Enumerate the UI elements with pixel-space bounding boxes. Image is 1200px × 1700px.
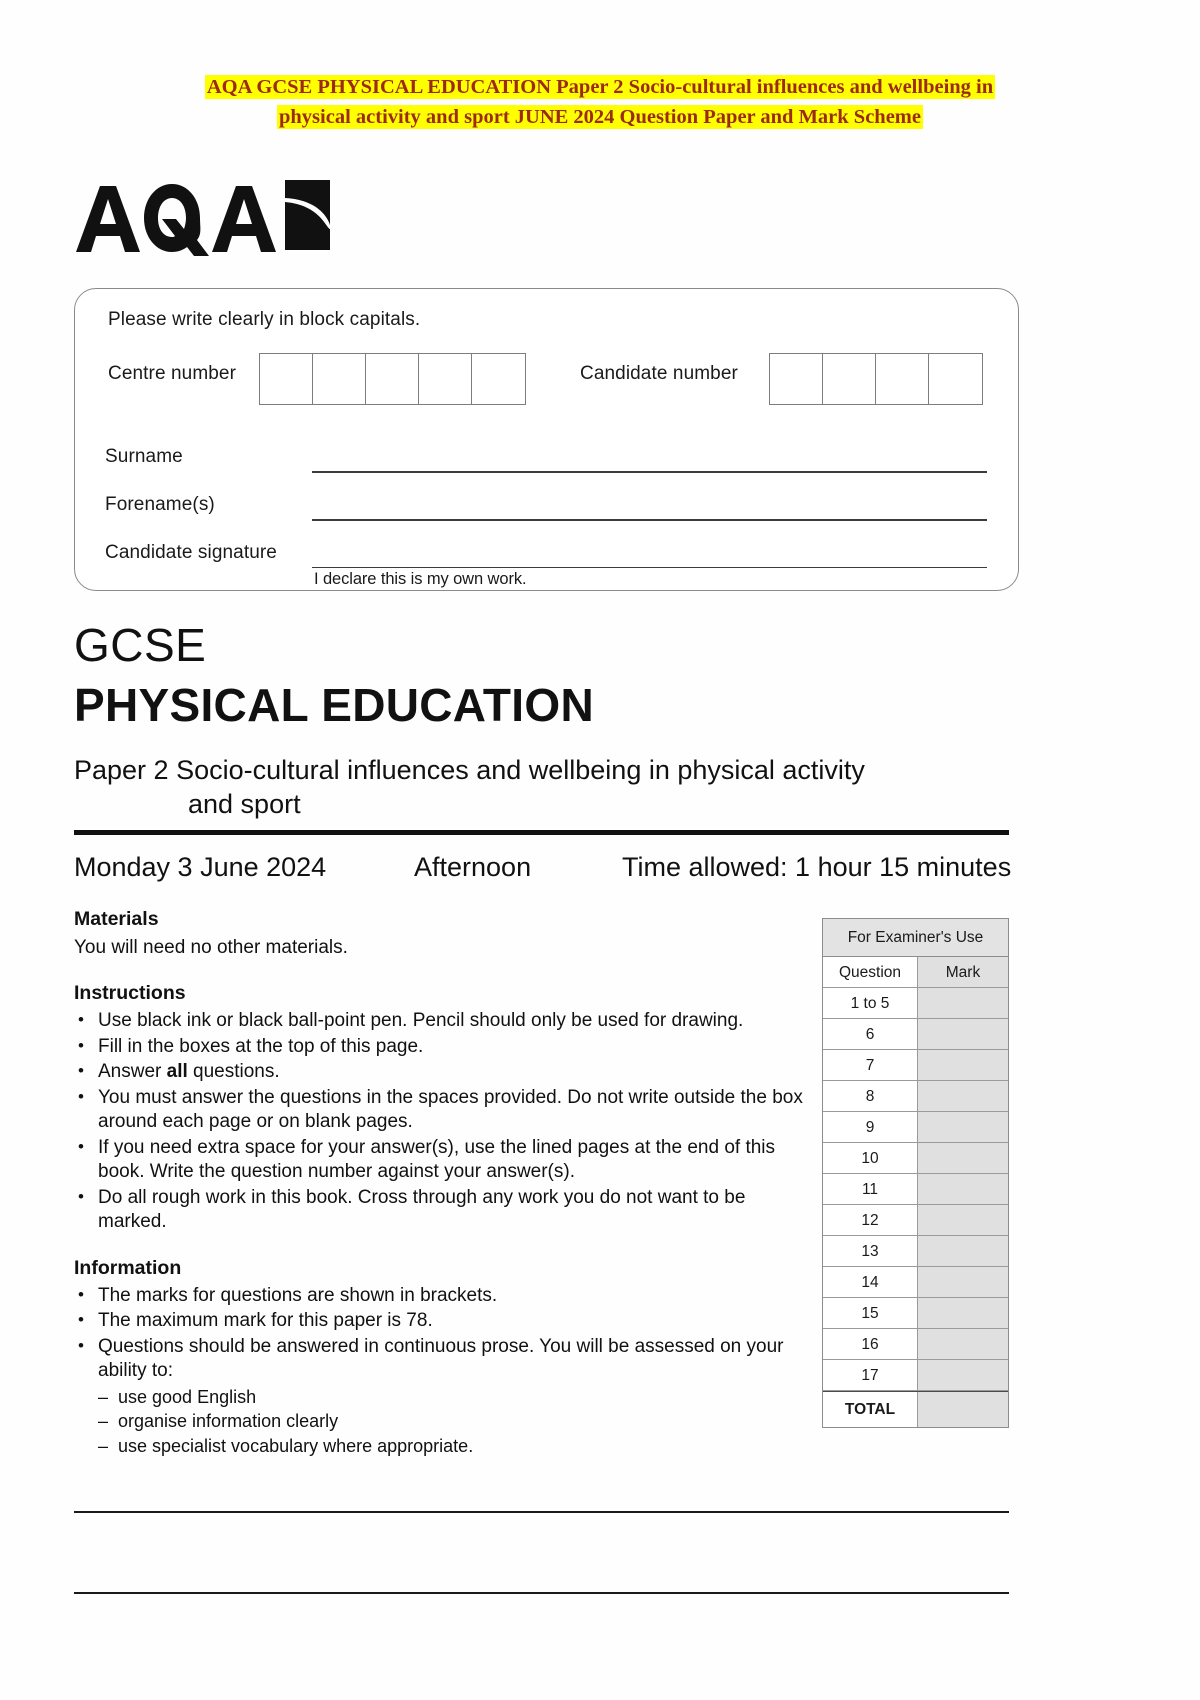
surname-label: Surname bbox=[105, 446, 183, 467]
candidate-number-cell[interactable] bbox=[823, 354, 876, 404]
information-sub-item: – organise information clearly bbox=[98, 1409, 804, 1434]
examiner-mark-cell[interactable] bbox=[918, 1267, 1008, 1297]
candidate-details-box bbox=[74, 288, 1019, 591]
examiner-table-row bbox=[823, 1019, 1008, 1050]
banner-line-1: AQA GCSE PHYSICAL EDUCATION Paper 2 Socio-cultural influences and wellbeing in bbox=[206, 76, 994, 98]
exam-time-allowed: Time allowed: 1 hour 15 minutes bbox=[622, 852, 1012, 882]
examiner-col-mark-header: Mark bbox=[918, 957, 1008, 987]
examiner-question-label: 12 bbox=[823, 1205, 918, 1235]
aqa-logo-svg bbox=[72, 172, 332, 264]
information-sub-item: – use specialist vocabulary where appropriate. bbox=[98, 1434, 804, 1459]
examiner-table-row bbox=[823, 1298, 1008, 1329]
examiner-mark-cell[interactable] bbox=[918, 1329, 1008, 1359]
examiner-mark-cell[interactable] bbox=[918, 988, 1008, 1018]
centre-number-cell[interactable] bbox=[472, 354, 525, 404]
footer-rule-top bbox=[74, 1511, 1009, 1513]
instruction-item: • You must answer the questions in the spaces provided. Do not write outside the box around each page or on blank pages. bbox=[74, 1086, 804, 1135]
information-sub-list bbox=[74, 1385, 804, 1459]
information-list bbox=[74, 1284, 804, 1384]
examiner-total-mark-cell[interactable] bbox=[918, 1392, 1008, 1427]
examiner-question-label: 11 bbox=[823, 1174, 918, 1204]
instructions-column bbox=[74, 908, 804, 1458]
examiner-table-row bbox=[823, 1112, 1008, 1143]
information-item: • The maximum mark for this paper is 78. bbox=[74, 1309, 804, 1334]
forename-label: Forename(s) bbox=[105, 494, 215, 515]
centre-number-cell[interactable] bbox=[366, 354, 419, 404]
centre-number-cell[interactable] bbox=[260, 354, 313, 404]
examiner-mark-cell[interactable] bbox=[918, 1360, 1008, 1390]
candidate-number-label: Candidate number bbox=[580, 363, 738, 384]
information-item: • Questions should be answered in continuous prose. You will be assessed on your ability to: bbox=[74, 1335, 804, 1384]
examiner-table-header-row bbox=[823, 957, 1008, 988]
candidate-number-cell[interactable] bbox=[876, 354, 929, 404]
centre-number-cell[interactable] bbox=[313, 354, 366, 404]
instructions-list bbox=[74, 1009, 804, 1235]
information-heading: Information bbox=[74, 1256, 182, 1279]
examiner-table-title: For Examiner's Use bbox=[823, 919, 1008, 957]
examiner-question-label: 14 bbox=[823, 1267, 918, 1297]
examiner-mark-cell[interactable] bbox=[918, 1205, 1008, 1235]
document-banner-title bbox=[0, 72, 1200, 132]
examiner-col-question-header: Question bbox=[823, 957, 918, 987]
examiner-mark-cell[interactable] bbox=[918, 1050, 1008, 1080]
examiner-question-label: 7 bbox=[823, 1050, 918, 1080]
paper-title bbox=[74, 753, 954, 821]
examiner-total-label: TOTAL bbox=[823, 1392, 918, 1427]
instruction-item bbox=[74, 1060, 804, 1085]
instructions-heading: Instructions bbox=[74, 982, 186, 1004]
candidate-signature-input-line[interactable] bbox=[312, 567, 987, 568]
examiner-mark-cell[interactable] bbox=[918, 1174, 1008, 1204]
examiner-table-row bbox=[823, 1329, 1008, 1360]
examiner-table-total-row bbox=[823, 1391, 1008, 1427]
instruction-bold-word: all bbox=[166, 1061, 188, 1082]
subject-title: PHYSICAL EDUCATION bbox=[74, 679, 594, 731]
examiner-question-label: 13 bbox=[823, 1236, 918, 1266]
centre-number-label: Centre number bbox=[108, 363, 237, 384]
exam-date: Monday 3 June 2024 bbox=[74, 852, 327, 882]
examiner-question-label: 6 bbox=[823, 1019, 918, 1049]
examiner-question-label: 15 bbox=[823, 1298, 918, 1328]
examiner-mark-cell[interactable] bbox=[918, 1081, 1008, 1111]
candidate-number-cell[interactable] bbox=[929, 354, 982, 404]
paper-title-line-1: Paper 2 Socio-cultural influences and wellbeing in physical activity bbox=[74, 755, 865, 785]
examiner-table-row bbox=[823, 1360, 1008, 1391]
examiner-table-row bbox=[823, 1174, 1008, 1205]
examiner-mark-cell[interactable] bbox=[918, 1112, 1008, 1142]
footer-rule-bottom bbox=[74, 1592, 1009, 1594]
information-item: • The marks for questions are shown in brackets. bbox=[74, 1284, 804, 1309]
exam-details-line bbox=[74, 852, 1024, 890]
examiner-question-label: 9 bbox=[823, 1112, 918, 1142]
examiner-question-label: 8 bbox=[823, 1081, 918, 1111]
instruction-item: • Do all rough work in this book. Cross through any work you do not want to be marked. bbox=[74, 1186, 804, 1235]
declaration-text: I declare this is my own work. bbox=[314, 570, 527, 588]
examiner-mark-cell[interactable] bbox=[918, 1019, 1008, 1049]
block-capitals-instruction: Please write clearly in block capitals. bbox=[108, 309, 421, 330]
examiner-mark-cell[interactable] bbox=[918, 1143, 1008, 1173]
instruction-item: • Use black ink or black ball-point pen. Pencil should only be used for drawing. bbox=[74, 1009, 804, 1034]
information-sub-item: – use good English bbox=[98, 1385, 804, 1410]
instruction-item-suffix: questions. bbox=[187, 1061, 280, 1082]
materials-heading: Materials bbox=[74, 908, 159, 930]
paper-title-line-2: and sport bbox=[188, 789, 301, 819]
examiner-mark-cell[interactable] bbox=[918, 1236, 1008, 1266]
instruction-item-prefix: Answer bbox=[98, 1061, 167, 1082]
forename-input-line[interactable] bbox=[312, 519, 987, 521]
examiner-question-label: 1 to 5 bbox=[823, 988, 918, 1018]
examiner-table-row bbox=[823, 1050, 1008, 1081]
examiner-table-row bbox=[823, 1143, 1008, 1174]
examiner-use-table bbox=[822, 918, 1009, 1428]
examiner-question-label: 16 bbox=[823, 1329, 918, 1359]
candidate-signature-label: Candidate signature bbox=[105, 542, 277, 563]
banner-line-2: physical activity and sport JUNE 2024 Question Paper and Mark Scheme bbox=[279, 106, 921, 128]
examiner-table-row bbox=[823, 1081, 1008, 1112]
materials-text: You will need no other materials. bbox=[74, 937, 348, 958]
examiner-table-row bbox=[823, 1236, 1008, 1267]
centre-number-cell[interactable] bbox=[419, 354, 472, 404]
instruction-item: • If you need extra space for your answer(s), use the lined pages at the end of this book. Write the question number against your answer(s). bbox=[74, 1136, 804, 1185]
examiner-table-row bbox=[823, 988, 1008, 1019]
aqa-logo bbox=[72, 172, 332, 264]
candidate-number-input[interactable] bbox=[769, 353, 983, 405]
instruction-item: • Fill in the boxes at the top of this page. bbox=[74, 1035, 804, 1060]
examiner-table-row bbox=[823, 1267, 1008, 1298]
surname-input-line[interactable] bbox=[312, 471, 987, 473]
examiner-table-row bbox=[823, 1205, 1008, 1236]
exam-session: Afternoon bbox=[414, 852, 532, 882]
title-divider-rule bbox=[74, 830, 1009, 835]
examiner-mark-cell[interactable] bbox=[918, 1298, 1008, 1328]
centre-number-input[interactable] bbox=[259, 353, 526, 405]
candidate-number-cell[interactable] bbox=[770, 354, 823, 404]
examiner-question-label: 17 bbox=[823, 1360, 918, 1390]
qualification-title: GCSE bbox=[74, 619, 207, 671]
examiner-question-label: 10 bbox=[823, 1143, 918, 1173]
